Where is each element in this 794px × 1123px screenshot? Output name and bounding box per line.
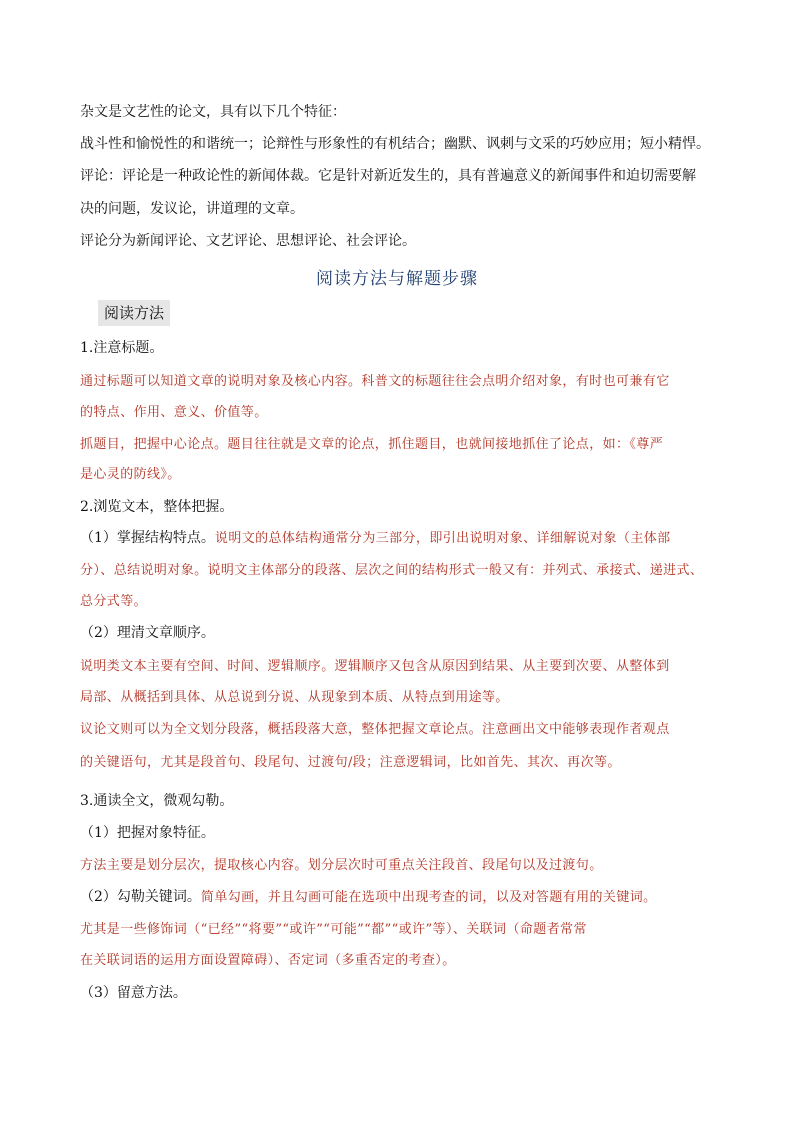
step3-heading: 3.通读全文，微观勾勒。 (80, 793, 234, 809)
intro-paragraph-2: 战斗性和愉悦性的和谐统一；论辩性与形象性的有机结合；幽默、讽刺与文采的巧妙应用；短小精悍。 (80, 136, 710, 152)
step2-sub1-line (80, 522, 730, 555)
step1-red-2b: 是心灵的防线》。 (80, 467, 181, 482)
step3-sub1-label: （1）把握对象特征。 (80, 825, 215, 841)
step2-heading: 2.浏览文本，整体把握。 (80, 499, 234, 515)
step2-red-3b: 局部、从概括到具体、从总说到分说、从现象到本质、从特点到用途等。 (80, 690, 509, 705)
step3-sub3-label: （3）留意方法。 (80, 985, 187, 1001)
intro-paragraph-1: 杂文是文艺性的论文，具有以下几个特征： (80, 104, 346, 120)
step3-sub2-line (80, 881, 730, 914)
section-title: 阅读方法与解题步骤 (316, 269, 478, 289)
intro-paragraph-3-line-2: 决的问题，发议论，讲道理的文章。 (80, 201, 304, 217)
step2-sub1-label: （1）掌握结构特点。 (80, 530, 215, 546)
intro-paragraph-3-line-1: 评论：评论是一种政论性的新闻体裁。它是针对新近发生的，具有普遍意义的新闻事件和迫切需要解 (80, 168, 696, 184)
step2-sub1-red-c: 总分式等。 (80, 594, 148, 609)
step1-red-1a: 通过标题可以知道文章的说明对象及核心内容。科普文的标题往往会点明介绍对象，有时也可兼有它 (80, 374, 670, 389)
step2-sub1-red-a: 说明文的总体结构通常分为三部分，即引出说明对象、详细解说对象（主体部 (214, 531, 671, 546)
step2-red-4a: 议论文则可以为全文划分段落，概括段落大意，整体把握文章论点。注意画出文中能够表现作者观点 (80, 722, 670, 737)
step3-sub2-label: （2）勾勒关键词。 (80, 889, 201, 905)
step2-sub2-label: （2）理清文章顺序。 (80, 625, 215, 641)
step2-red-3a: 说明类文本主要有空间、时间、逻辑顺序。逻辑顺序又包含从原因到结果、从主要到次要、从整体到 (80, 659, 670, 674)
step1-red-1b: 的特点、作用、意义、价值等。 (80, 405, 268, 420)
step3-red-6b: 在关联词语的运用方面设置障碍）、否定词（多重否定的考查）。 (80, 953, 456, 968)
reading-method-label: 阅读方法 (98, 300, 170, 326)
intro-paragraph-4: 评论分为新闻评论、文艺评论、思想评论、社会评论。 (80, 233, 416, 249)
step3-red-6a: 尤其是一些修饰词（“已经”“将要”“或许”“可能”“都”“或许”等）、关联词（命题者常常 (80, 922, 587, 937)
step1-red-2a: 抓题目，把握中心论点。题目往往就是文章的论点，抓住题目，也就间接地抓住了论点，如：《尊严 (80, 437, 664, 452)
step1-heading: 1.注意标题。 (80, 340, 164, 356)
step3-red-5: 方法主要是划分层次，提取核心内容。划分层次时可重点关注段首、段尾句以及过渡句。 (80, 858, 603, 873)
step2-sub1-red-b: 分）、总结说明对象。说明文主体部分的段落、层次之间的结构形式一般又有：并列式、承接式、递进式、 (80, 563, 704, 578)
step3-sub2-red: 简单勾画，并且勾画可能在选项中出现考查的词，以及对答题有用的关键词。 (200, 890, 657, 905)
step2-red-4b: 的关键语句，尤其是段首句、段尾句、过渡句/段；注意逻辑词，比如首先、其次、再次等。 (80, 755, 621, 770)
